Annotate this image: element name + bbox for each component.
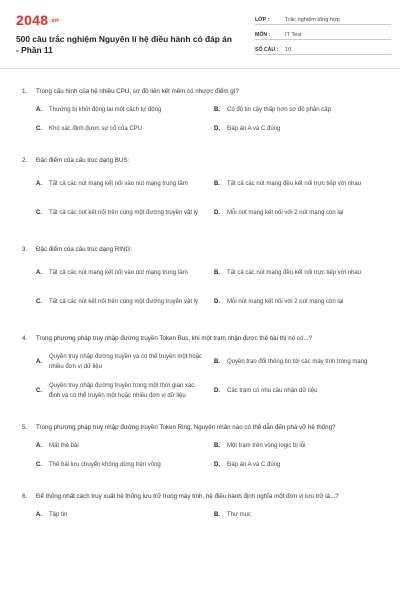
meta-value: IT Test [285, 32, 302, 38]
question-number: 4. [22, 335, 28, 342]
option-letter: B. [214, 512, 220, 518]
option-letter: B. [214, 359, 220, 365]
option-c[interactable] [36, 459, 208, 471]
options [22, 509, 386, 528]
option-text: Đáp án A và C đúng [227, 126, 281, 132]
question-number: 5. [22, 424, 28, 431]
meta-row-subject [255, 27, 391, 40]
option-a[interactable] [36, 351, 208, 373]
option-text: Quyền truy nhập đường truyền trong một thời gian xác định và có thể truyền một hoặc nhiều đơn vị dữ liệu [49, 383, 195, 399]
question-number: 2. [22, 157, 28, 164]
option-a[interactable] [36, 173, 208, 195]
option-b[interactable] [214, 173, 386, 195]
option-text: Mỗi nút mạng kết nối với 2 nút mạng còn lại [227, 299, 344, 305]
option-text: Khó xác định được sự cố của CPU [49, 126, 143, 132]
option-b[interactable] [214, 351, 386, 373]
question-text: Để thống nhất cách truy xuất hệ thống lưu trữ trong máy tính, hệ điều hành định nghĩa một đơn vị lưu trữ là...? [36, 493, 339, 500]
option-text: Tất cả các nút mạng kết nối vào nút mạng trung tâm [49, 181, 188, 187]
question-1 [22, 87, 386, 142]
option-a[interactable] [36, 509, 208, 521]
option-letter: B. [214, 270, 220, 276]
option-text: Có độ tin cậy thấp hơn sơ đồ phân cấp [227, 107, 331, 113]
option-b[interactable] [214, 440, 386, 452]
option-text: Thẻ bài lưu chuyển không dừng trên vòng [49, 462, 161, 468]
option-text: Mất thẻ bài [49, 443, 79, 449]
option-a[interactable] [36, 104, 208, 116]
option-d[interactable] [214, 202, 386, 224]
question-2 [22, 156, 386, 231]
option-text: Tất cả các nút kết nối trên cùng một đường truyền vật lý [49, 299, 199, 305]
options [22, 173, 386, 231]
option-text: Thư mục [227, 512, 252, 518]
question-4 [22, 334, 386, 409]
page-title: 500 câu trắc nghiệm Nguyên lí hệ điều hành có đáp án - Phần 11 [16, 34, 232, 55]
option-text: Mỗi nút mạng kết nối với 2 nút mạng còn lại [227, 210, 344, 216]
options [22, 262, 386, 320]
option-text: Thường bị khởi động lại một cách tự động [49, 107, 162, 113]
option-text: Quyền truy nhập đường truyền và có thể truyền một hoặc nhiều đơn vị dữ liệu [49, 354, 203, 370]
question-text: Đặc điểm của cấu trúc dạng RING: [36, 246, 132, 253]
meta-value: Trắc nghiệm tổng hợp [285, 17, 340, 23]
options [22, 351, 386, 409]
option-letter: B. [214, 107, 220, 113]
meta-label: SỐ CÂU : [255, 47, 279, 53]
question-text: Trong phương pháp truy nhập đường truyền Token Bus, khi một trạm nhận được thẻ bài thì nó có...? [36, 335, 313, 342]
option-text: Các trạm có nhu cầu nhận dữ liệu [227, 388, 318, 394]
option-b[interactable] [214, 262, 386, 284]
option-letter: D. [214, 126, 220, 132]
option-letter: D. [214, 388, 220, 394]
option-letter: A. [36, 443, 42, 449]
option-text: Tất cả các nút kết nối trên cùng một đường truyền vật lý [49, 210, 199, 216]
option-text: Tất cả các nút mạng đều kết nối trực tiếp với nhau [227, 270, 362, 276]
option-b[interactable] [214, 104, 386, 116]
options [22, 440, 386, 478]
option-c[interactable] [36, 380, 208, 402]
option-text: Tất cả các nút mạng kết nối vào nút mạng trung tâm [49, 270, 188, 276]
option-letter: D. [214, 210, 220, 216]
logo-main: 2048 [16, 12, 49, 28]
option-a[interactable] [36, 262, 208, 284]
option-a[interactable] [36, 440, 208, 452]
question-number: 3. [22, 246, 28, 253]
meta-label: LỚP : [255, 17, 270, 23]
question-text: Trong cấu hình của hệ nhiều CPU, sơ đồ liên kết mềm có nhược điểm gì? [36, 88, 239, 95]
quiz-meta [255, 12, 391, 57]
option-b[interactable] [214, 509, 386, 521]
option-letter: C. [36, 462, 42, 468]
option-text: Tập tin [49, 512, 68, 518]
option-letter: C. [36, 126, 42, 132]
option-c[interactable] [36, 123, 208, 135]
meta-row-class [255, 12, 391, 25]
option-letter: D. [214, 299, 220, 305]
option-letter: C. [36, 299, 42, 305]
question-5 [22, 423, 386, 478]
option-c[interactable] [36, 291, 208, 313]
option-letter: A. [36, 512, 42, 518]
question-list [0, 69, 400, 528]
question-number: 6. [22, 493, 28, 500]
meta-row-count [255, 42, 391, 55]
option-d[interactable] [214, 291, 386, 313]
option-d[interactable] [214, 459, 386, 471]
meta-label: MÔN : [255, 32, 271, 38]
question-number: 1. [22, 88, 28, 95]
option-text: Tất cả các nút mạng đều kết nối trực tiếp với nhau [227, 181, 362, 187]
option-d[interactable] [214, 123, 386, 135]
option-text: Đáp án A và C đúng [227, 462, 281, 468]
option-letter: A. [36, 270, 42, 276]
question-6 [22, 492, 386, 528]
option-letter: A. [36, 181, 42, 187]
question-3 [22, 245, 386, 320]
page-header [0, 0, 400, 58]
option-letter: A. [36, 107, 42, 113]
meta-value: 10 [285, 47, 292, 53]
option-letter: D. [214, 462, 220, 468]
question-text: Trong phương pháp truy nhập đường truyền Token Ring, Nguyên nhân nào có thể dẫn đến phá vỡ hệ thống? [36, 424, 336, 431]
option-letter: B. [214, 443, 220, 449]
logo-sub: .vn [49, 18, 59, 25]
option-letter: C. [36, 388, 42, 394]
question-text: Đặc điểm của cấu trúc dạng BUS: [36, 157, 130, 164]
option-letter: B. [214, 181, 220, 187]
option-d[interactable] [214, 380, 386, 402]
option-letter: A. [36, 359, 42, 365]
option-letter: C. [36, 210, 42, 216]
options [22, 104, 386, 142]
option-text: Quyền trao đổi thông tin tới các máy tính trong mạng [227, 359, 368, 365]
option-c[interactable] [36, 202, 208, 224]
option-text: Một trạm trên vòng logic bị lỗi [227, 443, 306, 449]
